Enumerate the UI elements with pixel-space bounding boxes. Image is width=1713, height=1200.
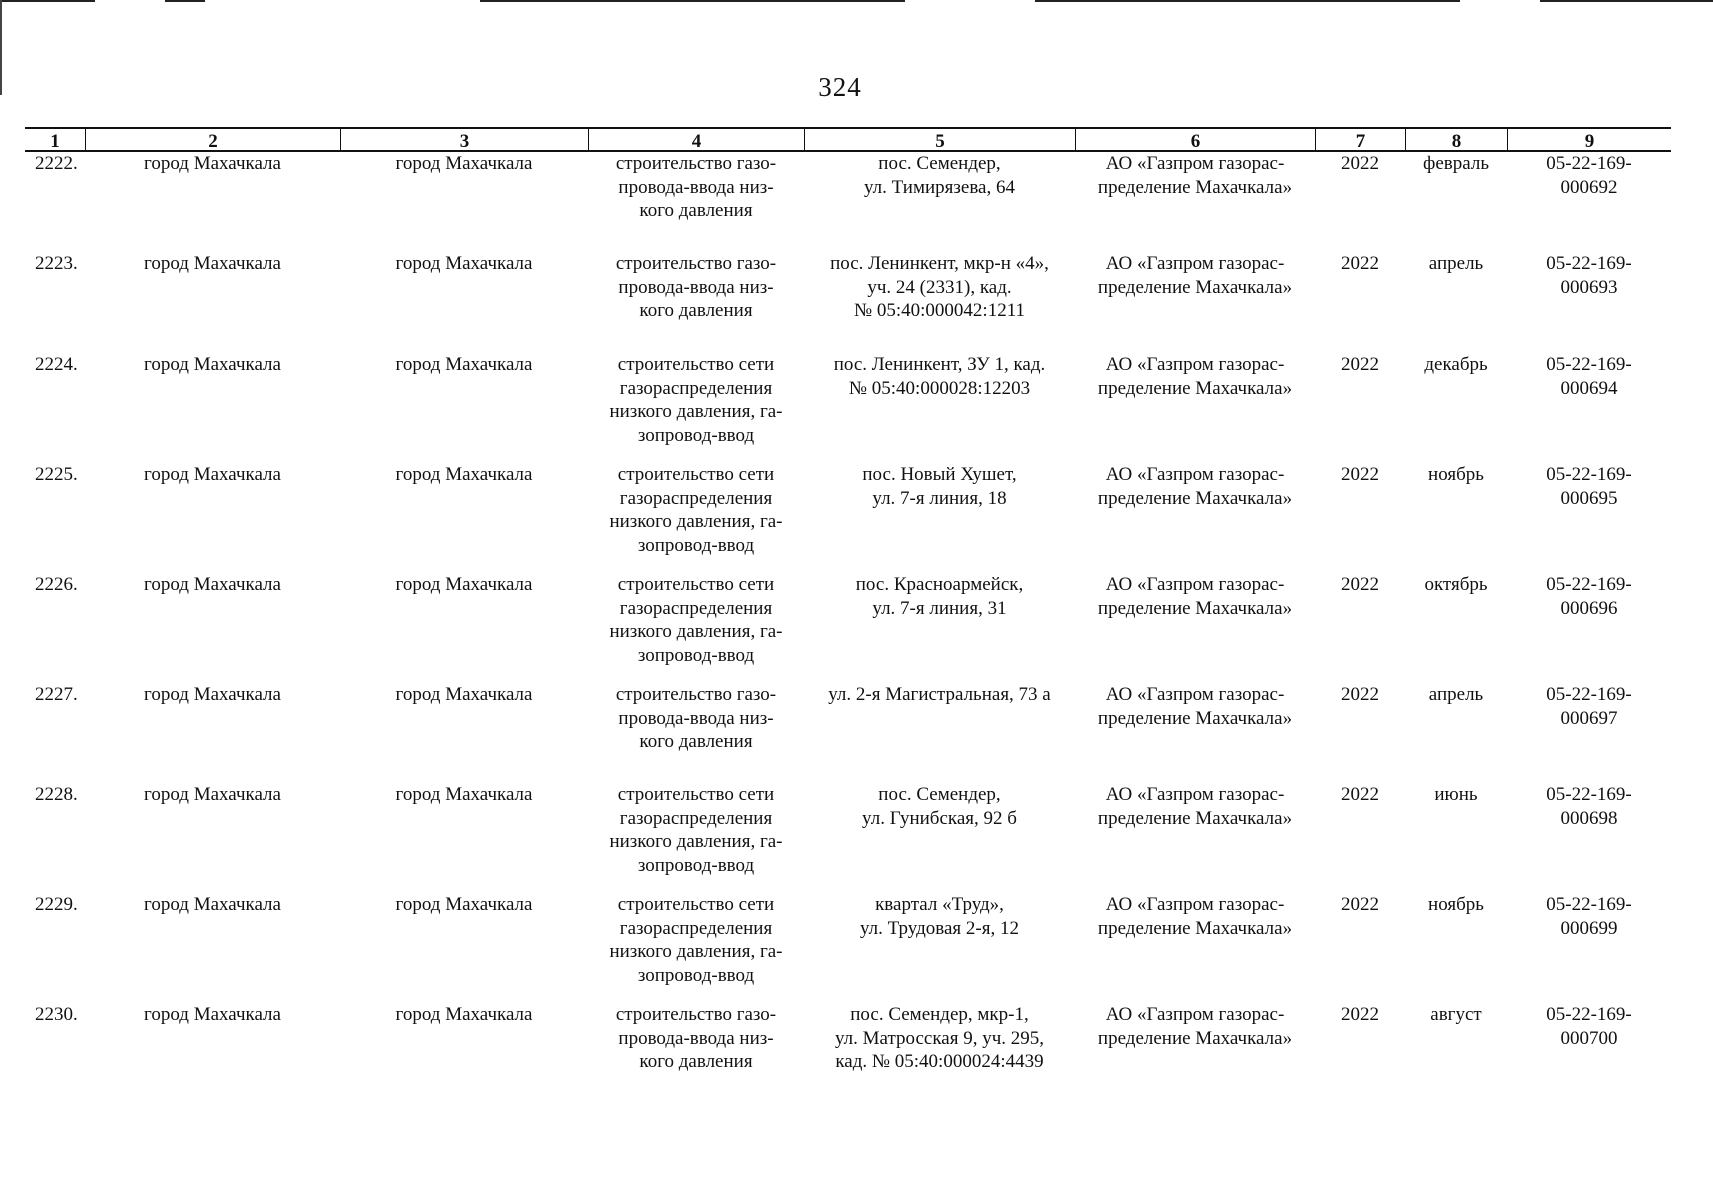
row-number: 2222. — [35, 153, 78, 174]
work-type-cell: строительство газо- провода-ввода низ- кого давления — [615, 153, 777, 221]
organization-cell: АО «Газпром газорас- пределение Махачкала» — [1097, 253, 1293, 298]
table-body — [25, 152, 1671, 1103]
work-type-cell: строительство газо- провода-ввода низ- кого давления — [615, 253, 777, 321]
top-edge-line — [1035, 0, 1460, 2]
header-col-8: 8 — [1405, 129, 1507, 150]
row-number: 2229. — [35, 894, 78, 915]
settlement-cell: город Махачкала — [395, 684, 533, 705]
month-cell: февраль — [1423, 153, 1489, 174]
table-row — [25, 1003, 1671, 1103]
address-cell: пос. Ленинкент, ЗУ 1, кад. № 05:40:000028:12203 — [833, 354, 1046, 399]
municipality-cell: город Махачкала — [144, 354, 281, 375]
top-edge-line — [0, 0, 95, 2]
top-edge-line — [1540, 0, 1713, 2]
organization-cell: АО «Газпром газорас- пределение Махачкала» — [1097, 894, 1293, 939]
address-cell: пос. Ленинкент, мкр-н «4», уч. 24 (2331), кад. № 05:40:000042:1211 — [830, 253, 1049, 321]
organization-cell: АО «Газпром газорас- пределение Махачкала» — [1097, 684, 1293, 729]
header-col-1: 1 — [50, 131, 60, 152]
address-cell: пос. Семендер, ул. Гунибская, 92 б — [862, 784, 1017, 829]
settlement-cell: город Махачкала — [395, 153, 533, 174]
table-row — [25, 152, 1671, 252]
table-row — [25, 683, 1671, 783]
year-cell: 2022 — [1341, 1004, 1379, 1025]
month-cell: ноябрь — [1428, 894, 1484, 915]
table-row — [25, 573, 1671, 683]
header-col-4: 4 — [588, 129, 804, 150]
code-cell: 05-22-169- 000695 — [1546, 464, 1632, 509]
month-cell: август — [1430, 1004, 1482, 1025]
month-cell: октябрь — [1424, 574, 1488, 595]
settlement-cell: город Махачкала — [395, 894, 533, 915]
header-col-2: 2 — [85, 129, 340, 150]
address-cell: ул. 2-я Магистральная, 73 а — [828, 684, 1051, 705]
table-row — [25, 353, 1671, 463]
work-type-cell: строительство сети газораспределения низкого давления, га- зопровод-ввод — [609, 784, 783, 876]
year-cell: 2022 — [1341, 684, 1379, 705]
table-header-row — [25, 127, 1671, 152]
year-cell: 2022 — [1341, 464, 1379, 485]
address-cell: пос. Красноармейск, ул. 7-я линия, 31 — [855, 574, 1024, 619]
row-number: 2227. — [35, 684, 78, 705]
code-cell: 05-22-169- 000696 — [1546, 574, 1632, 619]
code-cell: 05-22-169- 000694 — [1546, 354, 1632, 399]
year-cell: 2022 — [1341, 153, 1379, 174]
settlement-cell: город Махачкала — [395, 1004, 533, 1025]
settlement-cell: город Махачкала — [395, 354, 533, 375]
header-col-3: 3 — [340, 129, 588, 150]
row-number: 2230. — [35, 1004, 78, 1025]
municipality-cell: город Махачкала — [144, 894, 281, 915]
address-cell: квартал «Труд», ул. Трудовая 2-я, 12 — [860, 894, 1019, 939]
municipality-cell: город Махачкала — [144, 574, 281, 595]
month-cell: апрель — [1428, 253, 1484, 274]
header-col-5: 5 — [804, 129, 1075, 150]
row-number: 2223. — [35, 253, 78, 274]
municipality-cell: город Махачкала — [144, 464, 281, 485]
municipality-cell: город Махачкала — [144, 784, 281, 805]
code-cell: 05-22-169- 000697 — [1546, 684, 1632, 729]
code-cell: 05-22-169- 000692 — [1546, 153, 1632, 198]
month-cell: ноябрь — [1428, 464, 1484, 485]
settlement-cell: город Махачкала — [395, 574, 533, 595]
month-cell: декабрь — [1424, 354, 1488, 375]
organization-cell: АО «Газпром газорас- пределение Махачкала» — [1097, 574, 1293, 619]
municipality-cell: город Махачкала — [144, 253, 281, 274]
municipality-cell: город Махачкала — [144, 684, 281, 705]
header-col-9: 9 — [1507, 129, 1671, 150]
top-edge-line — [165, 0, 205, 2]
organization-cell: АО «Газпром газорас- пределение Махачкала» — [1097, 784, 1293, 829]
year-cell: 2022 — [1341, 574, 1379, 595]
row-number: 2228. — [35, 784, 78, 805]
code-cell: 05-22-169- 000699 — [1546, 894, 1632, 939]
header-col-6: 6 — [1075, 129, 1315, 150]
settlement-cell: город Махачкала — [395, 253, 533, 274]
organization-cell: АО «Газпром газорас- пределение Махачкала» — [1097, 464, 1293, 509]
top-edge-line — [480, 0, 905, 2]
code-cell: 05-22-169- 000698 — [1546, 784, 1632, 829]
work-type-cell: строительство сети газораспределения низкого давления, га- зопровод-ввод — [609, 894, 783, 986]
work-type-cell: строительство газо- провода-ввода низ- кого давления — [615, 684, 777, 752]
month-cell: июнь — [1434, 784, 1478, 805]
settlement-cell: город Махачкала — [395, 464, 533, 485]
table-row — [25, 783, 1671, 893]
row-number: 2224. — [35, 354, 78, 375]
work-type-cell: строительство сети газораспределения низкого давления, га- зопровод-ввод — [609, 354, 783, 446]
organization-cell: АО «Газпром газорас- пределение Махачкала» — [1097, 1004, 1293, 1049]
organization-cell: АО «Газпром газорас- пределение Махачкала» — [1097, 354, 1293, 399]
work-type-cell: строительство сети газораспределения низкого давления, га- зопровод-ввод — [609, 464, 783, 556]
address-cell: пос. Семендер, мкр-1, ул. Матросская 9, уч. 295, кад. № 05:40:000024:4439 — [834, 1004, 1045, 1072]
organization-cell: АО «Газпром газорас- пределение Махачкала» — [1097, 153, 1293, 198]
settlement-cell: город Махачкала — [395, 784, 533, 805]
municipality-cell: город Махачкала — [144, 153, 281, 174]
work-type-cell: строительство газо- провода-ввода низ- кого давления — [615, 1004, 777, 1072]
municipality-cell: город Махачкала — [144, 1004, 281, 1025]
code-cell: 05-22-169- 000693 — [1546, 253, 1632, 298]
year-cell: 2022 — [1341, 784, 1379, 805]
year-cell: 2022 — [1341, 894, 1379, 915]
code-cell: 05-22-169- 000700 — [1546, 1004, 1632, 1049]
address-cell: пос. Новый Хушет, ул. 7-я линия, 18 — [862, 464, 1017, 509]
table-row — [25, 252, 1671, 353]
page-number: 324 — [818, 72, 862, 102]
table-row — [25, 893, 1671, 1003]
month-cell: апрель — [1428, 684, 1484, 705]
address-cell: пос. Семендер, ул. Тимирязева, 64 — [864, 153, 1015, 198]
register-table — [25, 127, 1671, 1103]
year-cell: 2022 — [1341, 354, 1379, 375]
row-number: 2226. — [35, 574, 78, 595]
work-type-cell: строительство сети газораспределения низкого давления, га- зопровод-ввод — [609, 574, 783, 666]
row-number: 2225. — [35, 464, 78, 485]
header-col-7: 7 — [1315, 129, 1405, 150]
year-cell: 2022 — [1341, 253, 1379, 274]
table-row — [25, 463, 1671, 573]
